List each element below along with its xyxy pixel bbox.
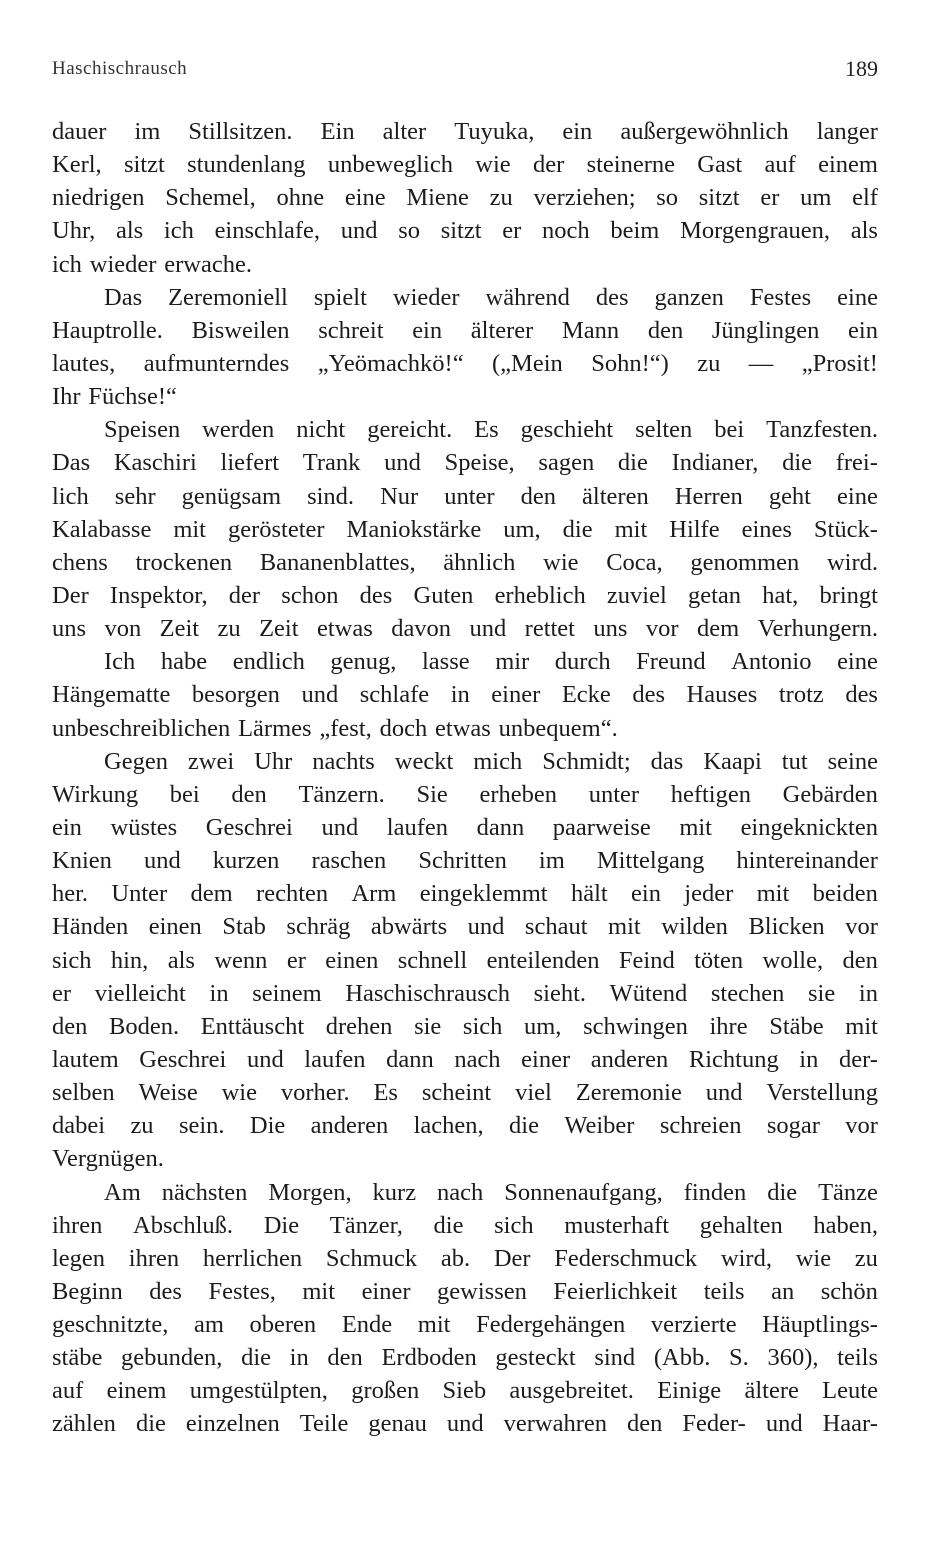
text-line: unbeschreiblichen Lärmes „fest, doch etwas unbequem“. xyxy=(52,714,618,742)
text-line: Händen einen Stab schräg abwärts und schaut mit wilden Blicken vor xyxy=(52,913,878,941)
text-line: Wirkung bei den Tänzern. Sie erheben unter heftigen Gebärden xyxy=(52,780,878,808)
running-title: Haschischrausch xyxy=(52,58,188,79)
text-line: dabei zu sein. Die anderen lachen, die Weiber schreien sogar vor xyxy=(52,1112,878,1140)
text-line: den Boden. Enttäuscht drehen sie sich um, schwingen ihre Stäbe mit xyxy=(52,1012,878,1040)
text-line: uns von Zeit zu Zeit etwas davon und rettet uns vor dem Verhungern. xyxy=(52,615,878,643)
text-line: Uhr, als ich einschlafe, und so sitzt er noch beim Morgengrauen, als xyxy=(52,217,878,245)
text-line: Knien und kurzen raschen Schritten im Mittelgang hintereinander xyxy=(52,847,878,875)
text-line: Das Zeremoniell spielt wieder während des ganzen Festes eine xyxy=(104,283,878,311)
text-line: er vielleicht in seinem Haschischrausch sieht. Wütend stechen sie in xyxy=(52,979,878,1007)
text-line: Ich habe endlich genug, lasse mir durch Freund Antonio eine xyxy=(104,648,878,676)
text-line: Vergnügen. xyxy=(52,1145,164,1173)
text-line: her. Unter dem rechten Arm eingeklemmt hält ein jeder mit beiden xyxy=(52,880,878,908)
page-number: 189 xyxy=(845,56,878,81)
text-line: lich sehr genügsam sind. Nur unter den älteren Herren geht eine xyxy=(52,482,878,510)
text-line: Das Kaschiri liefert Trank und Speise, sagen die Indianer, die frei- xyxy=(52,449,878,477)
body-text xyxy=(52,115,878,1441)
text-line: Am nächsten Morgen, kurz nach Sonnenaufgang, finden die Tänze xyxy=(104,1178,878,1206)
text-line: chens trockenen Bananenblattes, ähnlich wie Coca, genommen wird. xyxy=(52,548,878,576)
text-line: Beginn des Festes, mit einer gewissen Feierlichkeit teils an schön xyxy=(52,1277,878,1305)
text-line: lautem Geschrei und laufen dann nach einer anderen Richtung in der- xyxy=(52,1045,878,1073)
running-head xyxy=(52,58,878,88)
text-line: auf einem umgestülpten, großen Sieb ausgebreitet. Einige ältere Leute xyxy=(52,1377,878,1405)
text-line: Hängematte besorgen und schlafe in einer Ecke des Hauses trotz des xyxy=(52,681,878,709)
text-line: ihren Abschluß. Die Tänzer, die sich musterhaft gehalten haben, xyxy=(52,1211,878,1239)
text-line: Kalabasse mit gerösteter Maniokstärke um, die mit Hilfe eines Stück- xyxy=(52,515,878,543)
text-line: niedrigen Schemel, ohne eine Miene zu verziehen; so sitzt er um elf xyxy=(52,184,878,212)
text-line: ich wieder erwache. xyxy=(52,250,252,278)
text-line: ein wüstes Geschrei und laufen dann paarweise mit eingeknickten xyxy=(52,813,878,841)
text-line: Der Inspektor, der schon des Guten erheblich zuviel getan hat, bringt xyxy=(52,581,878,609)
text-line: lautes, aufmunterndes „Yeömachkö!“ („Mein Sohn!“) zu — „Prosit! xyxy=(52,349,878,377)
text-line: stäbe gebunden, die in den Erdboden gesteckt sind (Abb. S. 360), teils xyxy=(52,1344,878,1372)
text-line: Speisen werden nicht gereicht. Es geschieht selten bei Tanzfesten. xyxy=(104,416,878,444)
text-line: zählen die einzelnen Teile genau und verwahren den Feder- und Haar- xyxy=(52,1410,878,1438)
text-line: Kerl, sitzt stundenlang unbeweglich wie der steinerne Gast auf einem xyxy=(52,151,878,179)
text-line: geschnitzte, am oberen Ende mit Federgehängen verzierte Häuptlings- xyxy=(52,1311,878,1339)
text-line: selben Weise wie vorher. Es scheint viel Zeremonie und Verstellung xyxy=(52,1079,878,1107)
text-line: Gegen zwei Uhr nachts weckt mich Schmidt; das Kaapi tut seine xyxy=(104,747,878,775)
text-line: Hauptrolle. Bisweilen schreit ein älterer Mann den Jünglingen ein xyxy=(52,316,878,344)
text-line: dauer im Stillsitzen. Ein alter Tuyuka, ein außergewöhnlich langer xyxy=(52,118,878,145)
text-line: Ihr Füchse!“ xyxy=(52,383,177,411)
text-line: sich hin, als wenn er einen schnell enteilenden Feind töten wolle, den xyxy=(52,946,878,974)
text-line: legen ihren herrlichen Schmuck ab. Der Federschmuck wird, wie zu xyxy=(52,1244,878,1272)
